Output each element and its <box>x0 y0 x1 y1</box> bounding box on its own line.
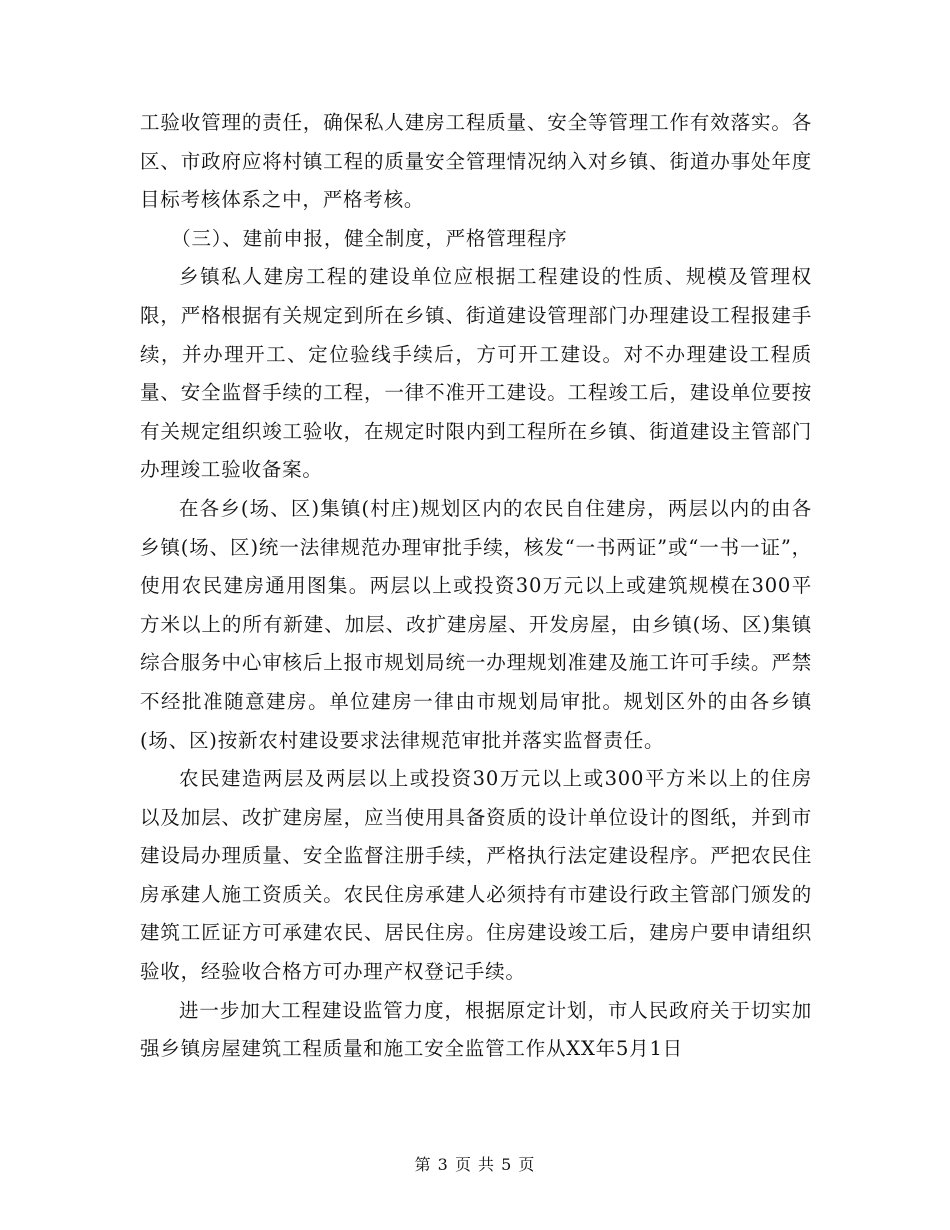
paragraph-farmer-housing: 农民建造两层及两层以上或投资30万元以上或300平方米以上的住房以及加层、改扩建房屋，应当使用具备资质的设计单位设计的图纸，并到市建设局办理质量、安全监督注册手续，严格执行法定建设程序。严把农民住房承建人施工资质关。农民住房承建人必须持有市建设行政主管部门颁发的建筑工匠证方可承建农民、居民住房。住房建设竣工后，建房户要申请组织验收，经验收合格方可办理产权登记手续。 <box>140 767 812 984</box>
paragraph-supervision: 进一步加大工程建设监管力度，根据原定计划，市人民政府关于切实加强乡镇房屋建筑工程质量和施工安全监管工作从XX年5月1日 <box>140 998 812 1061</box>
paragraph-registration: 乡镇私人建房工程的建设单位应根据工程建设的性质、规模及管理权限，严格根据有关规定到所在乡镇、街道建设管理部门办理建设工程报建手续，并办理开工、定位验线手续后，方可开工建设。对不办理建设工程质量、安全监督手续的工程，一律不准开工建设。工程竣工后，建设单位要按有关规定组织竣工验收，在规定时限内到工程所在乡镇、街道建设主管部门办理竣工验收备案。 <box>140 265 812 482</box>
section-heading: （三）、建前申报，健全制度，严格管理程序 <box>171 226 568 250</box>
paragraph-planning-area: 在各乡(场、区)集镇(村庄)规划区内的农民自住建房，两层以内的由各乡镇(场、区)统一法律规范办理审批手续，核发“一书两证”或“一书一证”，使用农民建房通用图集。两层以上或投资30万元以上或建筑规模在300平方米以上的所有新建、加层、改扩建房屋、开发房屋，由乡镇(场、区)集镇综合服务中心审核后上报市规划局统一办理规划准建及施工许可手续。严禁不经批准随意建房。单位建房一律由市规划局审批。规划区外的由各乡镇(场、区)按新农村建设要求法律规范审批并落实监督责任。 <box>140 496 812 752</box>
page-number-footer: 第 3 页 共 5 页 <box>414 1155 536 1174</box>
paragraph-continuation: 工验收管理的责任，确保私人建房工程质量、安全等管理工作有效落实。各区、市政府应将村镇工程的质量安全管理情况纳入对乡镇、街道办事处年度目标考核体系之中，严格考核。 <box>140 111 812 212</box>
document-body <box>140 104 812 1069</box>
